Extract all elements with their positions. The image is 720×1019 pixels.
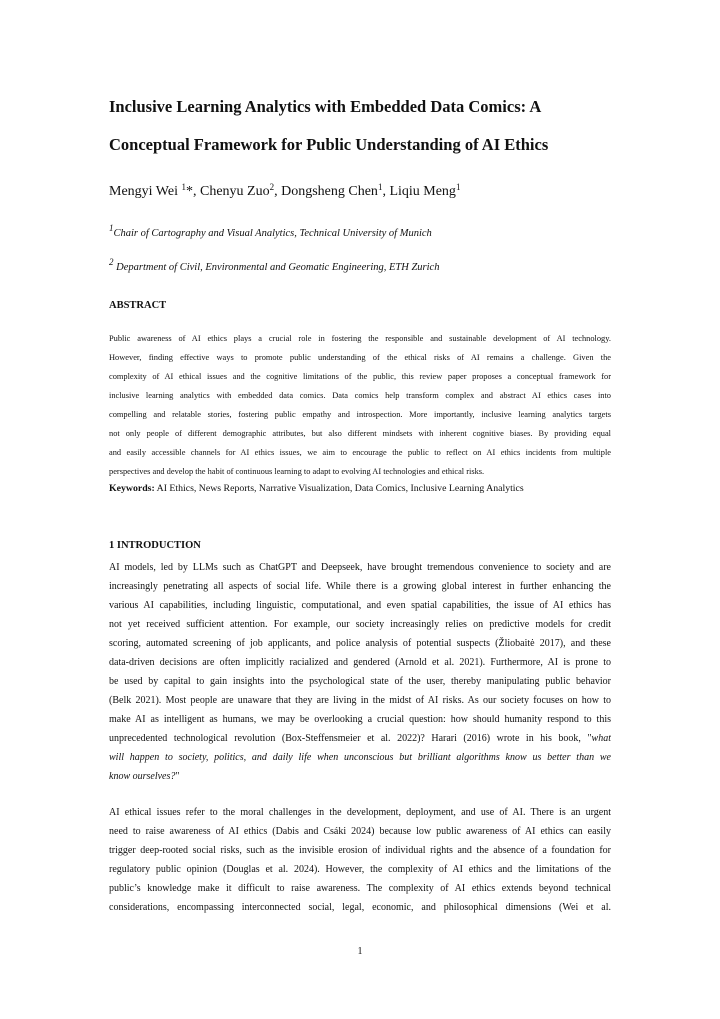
author-list [109, 182, 460, 200]
abstract-line: However, finding effective ways to promote public understanding of the ethical risks of AI remains a challenge. Given the [109, 353, 611, 362]
affiliation-text: Chair of Cartography and Visual Analytics, Technical University of Munich [113, 228, 432, 239]
body-line [109, 732, 611, 745]
abstract-line: Public awareness of AI ethics plays a crucial role in fostering the responsible and sustainable development of AI technology. [109, 334, 611, 343]
body-line: data-driven decisions are often implicitly racialized and gendered (Arnold et al. 2021). Furthermore, AI is prone to [109, 657, 611, 668]
body-line: (Belk 2021). Most people are unaware that they are living in the midst of AI risks. As our society focuses on how to [109, 695, 611, 706]
author-affil-mark: 1 [181, 182, 186, 192]
body-line: public’s knowledge make it difficult to raise awareness. The complexity of AI ethics extends beyond technical [109, 883, 611, 894]
affiliation-mark: 2 [109, 257, 114, 267]
body-line: increasingly penetrating all aspects of social life. While there is a growing global interest in further enhancing the [109, 581, 611, 592]
author-separator: , [274, 184, 282, 199]
body-line: trigger deep-rooted social risks, such as the invisible erosion of individual rights and the absence of a foundation for [109, 845, 611, 856]
author-name: Mengyi Wei [109, 184, 182, 199]
body-line: AI models, led by LLMs such as ChatGPT and Deepseek, have brought tremendous convenience to society and are [109, 562, 611, 573]
author-name: Liqiu Meng [389, 184, 456, 199]
keywords-label: Keywords: [109, 483, 155, 494]
body-line: scoring, automated screening of job applicants, and police analysis of potential suspects (Žliobaitė 2017), and these [109, 638, 611, 649]
introduction-heading: 1 INTRODUCTION [109, 540, 201, 551]
body-line: make AI as intelligent as humans, we may be overlooking a crucial question: how should humanity respond to this [109, 714, 611, 725]
affiliation-text: Department of Civil, Environmental and Geomatic Engineering, ETH Zurich [113, 262, 440, 273]
author-separator: *, [186, 184, 200, 199]
abstract-line: perspectives and develop the habit of continuous learning to adapt to evolving AI technologies and ethical risks. [109, 467, 485, 476]
body-line [109, 770, 611, 783]
author-affil-mark: 1 [455, 182, 461, 192]
author-affil-mark: 2 [269, 182, 275, 192]
author-name: Chenyu Zuo [200, 184, 270, 199]
paper-title-line-1: Inclusive Learning Analytics with Embedded Data Comics: A [109, 97, 542, 116]
abstract-line: complexity of AI ethical issues and the cognitive limitations of the public, this review paper proposes a conceptual framework for [109, 372, 611, 381]
body-text: unprecedented technological revolution (Box-Steffensmeier et al. 2022)? Harari (2016) wrote in his book, " [109, 733, 592, 744]
abstract-line: inclusive learning analytics with embedded data comics. Data comics help transform complex and abstract AI ethics cases into [109, 391, 611, 400]
author-separator: , [382, 184, 390, 199]
affiliation-2 [109, 257, 439, 273]
abstract-line: compelling and relatable stories, fostering public empathy and introspection. More importantly, inclusive learning analytics targets [109, 410, 611, 419]
affiliation-1 [109, 223, 432, 239]
author-affil-mark: 1 [377, 182, 383, 192]
author-name: Dongsheng Chen [281, 184, 378, 199]
keywords-list: AI Ethics, News Reports, Narrative Visualization, Data Comics, Inclusive Learning Analytics [154, 483, 524, 494]
quote-text: what [591, 733, 611, 744]
body-line: need to raise awareness of AI ethics (Dabis and Csáki 2024) because low public awareness of AI ethics can easily [109, 826, 611, 837]
paper-title-line-2: Conceptual Framework for Public Understanding of AI Ethics [109, 135, 549, 154]
affiliation-mark: 1 [109, 223, 114, 233]
quote-close: " [175, 771, 180, 782]
quote-text: know ourselves? [109, 771, 176, 782]
abstract-line: not only people of different demographic attributes, but also different mindsets with inherent cognitive biases. By providing equal [109, 429, 611, 438]
body-line: be used by capital to gain insights into the psychological state of the user, thereby manipulating public behavior [109, 676, 611, 687]
body-line: considerations, encompassing interconnected social, legal, economic, and philosophical dimensions (Wei et al. [109, 902, 611, 913]
page-number: 1 [357, 946, 363, 957]
quote-line: will happen to society, politics, and daily life when unconscious but brilliant algorithms know us better than we [109, 752, 611, 763]
abstract-line: and easily accessible channels for AI ethics issues, we aim to encourage the public to reflect on AI ethics incidents from multiple [109, 448, 611, 457]
keywords [109, 483, 524, 494]
abstract-heading: ABSTRACT [109, 300, 167, 311]
body-line: regulatory public opinion (Douglas et al. 2024). However, the complexity of AI ethics and the limitations of the [109, 864, 611, 875]
body-line: AI ethical issues refer to the moral challenges in the development, deployment, and use of AI. There is an urgent [109, 807, 611, 818]
body-line: not yet received sufficient attention. For example, our society increasingly relies on predictive models for credit [109, 619, 611, 630]
body-line: various AI capabilities, including linguistic, computational, and even spatial capabilities, the issue of AI ethics has [109, 600, 611, 611]
